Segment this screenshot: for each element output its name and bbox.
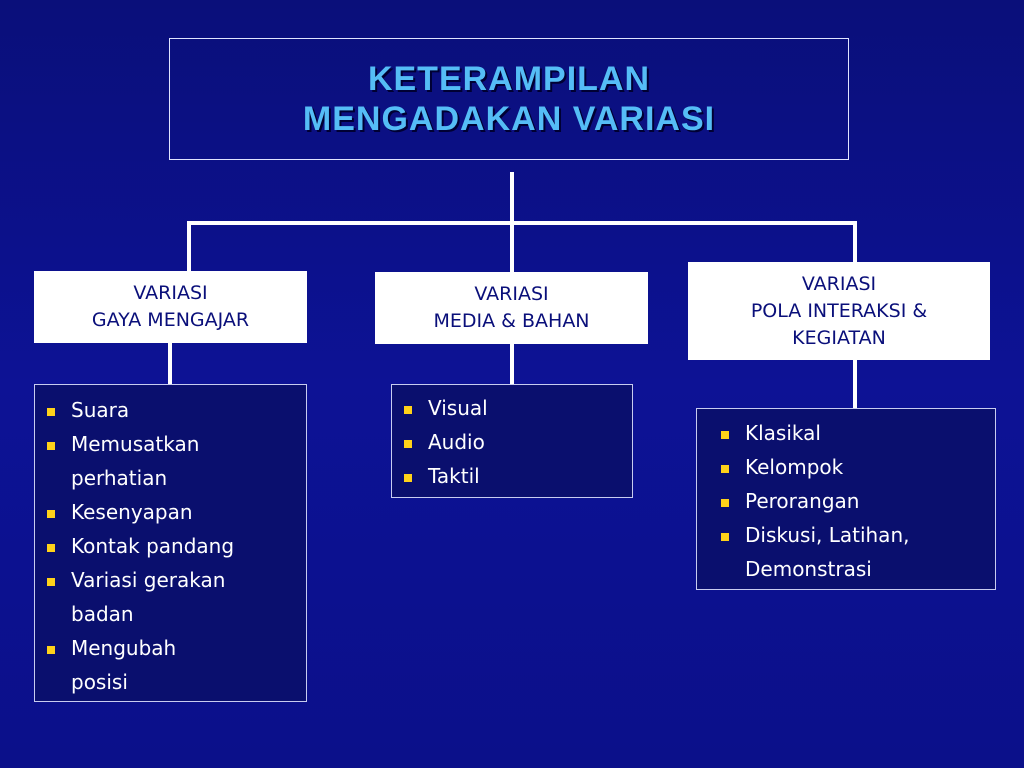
list-item: Audio bbox=[392, 425, 632, 459]
list-item: Mengubah bbox=[35, 631, 306, 665]
title-line-2: MENGADAKAN VARIASI bbox=[302, 100, 716, 138]
square-bullet-icon bbox=[721, 499, 729, 507]
connector-horizontal bbox=[187, 221, 857, 225]
square-bullet-icon bbox=[721, 533, 729, 541]
list-item: Taktil bbox=[392, 459, 632, 493]
list-item: Perorangan bbox=[709, 484, 995, 518]
square-bullet-icon bbox=[404, 440, 412, 448]
square-bullet-icon bbox=[47, 544, 55, 552]
list-item-continuation: perhatian bbox=[71, 466, 168, 490]
heading-media-line-1: VARIASI bbox=[474, 283, 549, 305]
list-item: Kontak pandang bbox=[35, 529, 306, 563]
list-item-continuation: posisi bbox=[71, 670, 128, 694]
list-gaya-mengajar bbox=[35, 393, 306, 699]
square-bullet-icon bbox=[47, 442, 55, 450]
connector-right-to-list bbox=[853, 359, 857, 409]
list-item: Variasi gerakan bbox=[35, 563, 306, 597]
heading-pola-line-1: VARIASI bbox=[801, 272, 877, 295]
heading-media-bahan bbox=[375, 272, 648, 344]
list-item-continuation: Demonstrasi bbox=[745, 557, 872, 581]
square-bullet-icon bbox=[47, 578, 55, 586]
square-bullet-icon bbox=[404, 474, 412, 482]
connector-drop-middle bbox=[510, 221, 514, 273]
list-pola-interaksi bbox=[709, 416, 995, 586]
square-bullet-icon bbox=[47, 646, 55, 654]
connector-middle-to-list bbox=[510, 343, 514, 385]
list-media-bahan bbox=[392, 391, 632, 493]
list-item: Kelompok bbox=[709, 450, 995, 484]
heading-gaya-line-2: GAYA MENGAJAR bbox=[91, 309, 250, 331]
square-bullet-icon bbox=[721, 465, 729, 473]
heading-pola-line-2: POLA INTERAKSI & bbox=[750, 299, 928, 322]
list-box-gaya-mengajar bbox=[34, 384, 307, 702]
title-line-1: KETERAMPILAN bbox=[367, 60, 651, 98]
heading-pola-interaksi bbox=[688, 262, 990, 360]
heading-gaya-mengajar bbox=[34, 271, 307, 343]
list-item: Suara bbox=[35, 393, 306, 427]
square-bullet-icon bbox=[721, 431, 729, 439]
list-item: Diskusi, Latihan, bbox=[709, 518, 995, 552]
connector-drop-left bbox=[187, 221, 191, 272]
list-item-continuation: badan bbox=[71, 602, 134, 626]
connector-drop-right bbox=[853, 221, 857, 264]
list-item: Visual bbox=[392, 391, 632, 425]
list-box-media-bahan bbox=[391, 384, 633, 498]
heading-gaya-line-1: VARIASI bbox=[133, 282, 208, 304]
connector-left-to-list bbox=[168, 343, 172, 385]
title-box bbox=[169, 38, 849, 160]
square-bullet-icon bbox=[47, 408, 55, 416]
connector-trunk bbox=[510, 172, 514, 224]
list-box-pola-interaksi bbox=[696, 408, 996, 590]
heading-pola-line-3: KEGIATAN bbox=[792, 326, 886, 349]
list-item: Klasikal bbox=[709, 416, 995, 450]
list-item: Kesenyapan bbox=[35, 495, 306, 529]
heading-media-line-2: MEDIA & BAHAN bbox=[433, 310, 590, 332]
list-item: Memusatkan bbox=[35, 427, 306, 461]
square-bullet-icon bbox=[47, 510, 55, 518]
square-bullet-icon bbox=[404, 406, 412, 414]
